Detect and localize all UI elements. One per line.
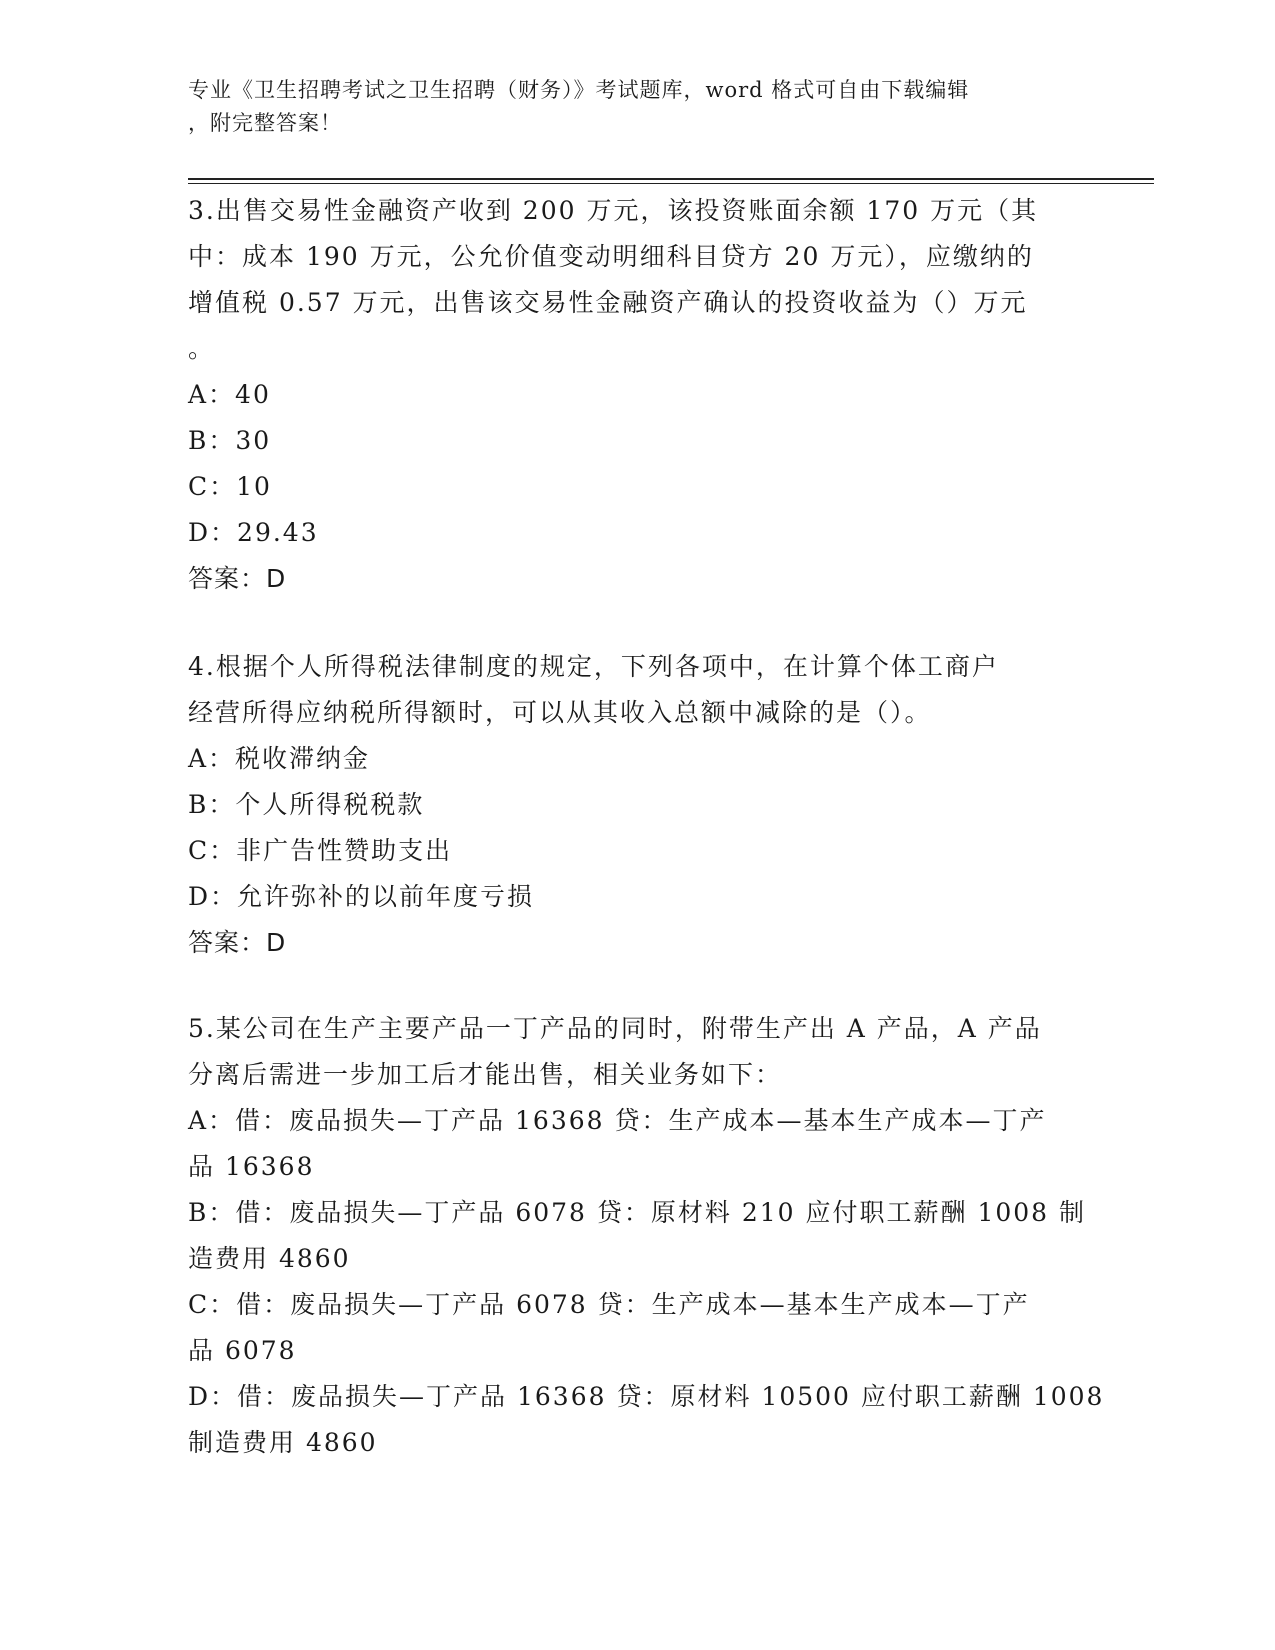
- option-d: D：29.43: [188, 518, 319, 547]
- question-stem-line: 经营所得应纳税所得额时，可以从其收入总额中减除的是（）。: [188, 698, 932, 727]
- option-c: C：10: [188, 472, 272, 501]
- option-a: A：借：废品损失—丁产品 16368 贷：生产成本—基本生产成本—丁产: [188, 1106, 1047, 1135]
- question-stem-line: 。: [188, 334, 216, 363]
- header-divider-thin: [188, 183, 1154, 184]
- header-line-2: ，附完整答案！: [188, 111, 342, 135]
- option-b-continuation: 造费用 4860: [188, 1244, 351, 1273]
- option-a: A：税收滞纳金: [188, 744, 371, 773]
- option-d: D：允许弥补的以前年度亏损: [188, 882, 535, 911]
- question-4: [188, 644, 1078, 966]
- header-divider-thick: [188, 178, 1154, 180]
- answer-label: 答案：D: [188, 564, 287, 593]
- answer-label: 答案：D: [188, 928, 287, 957]
- question-stem-line: 分离后需进一步加工后才能出售，相关业务如下：: [188, 1060, 783, 1089]
- option-c: C：非广告性赞助支出: [188, 836, 453, 865]
- option-b: B：借：废品损失—丁产品 6078 贷：原材料 210 应付职工薪酬 1008 制: [188, 1198, 1087, 1227]
- question-stem-line: 中：成本 190 万元，公允价值变动明细科目贷方 20 万元），应缴纳的: [188, 242, 1034, 271]
- option-c-continuation: 品 6078: [188, 1336, 297, 1365]
- question-stem-line: 5.某公司在生产主要产品一丁产品的同时，附带生产出 A 产品，A 产品: [188, 1014, 1042, 1043]
- option-a: A：40: [188, 380, 271, 409]
- option-b: B：30: [188, 426, 272, 455]
- question-stem-line: 4.根据个人所得税法律制度的规定，下列各项中，在计算个体工商户: [188, 652, 999, 681]
- question-stem-line: 3.出售交易性金融资产收到 200 万元，该投资账面余额 170 万元（其: [188, 196, 1039, 225]
- option-b: B：个人所得税税款: [188, 790, 425, 819]
- option-d-continuation: 制造费用 4860: [188, 1428, 378, 1457]
- question-3: [188, 188, 1078, 602]
- option-d: D：借：废品损失—丁产品 16368 贷：原材料 10500 应付职工薪酬 1008: [188, 1382, 1105, 1411]
- question-stem-line: 增值税 0.57 万元，出售该交易性金融资产确认的投资收益为（）万元: [188, 288, 1028, 317]
- option-a-continuation: 品 16368: [188, 1152, 315, 1181]
- document-header: [188, 74, 1068, 140]
- header-line-1: 专业《卫生招聘考试之卫生招聘（财务）》考试题库，word 格式可自由下载编辑: [188, 78, 970, 102]
- option-c: C：借：废品损失—丁产品 6078 贷：生产成本—基本生产成本—丁产: [188, 1290, 1030, 1319]
- question-5: [188, 1006, 1105, 1466]
